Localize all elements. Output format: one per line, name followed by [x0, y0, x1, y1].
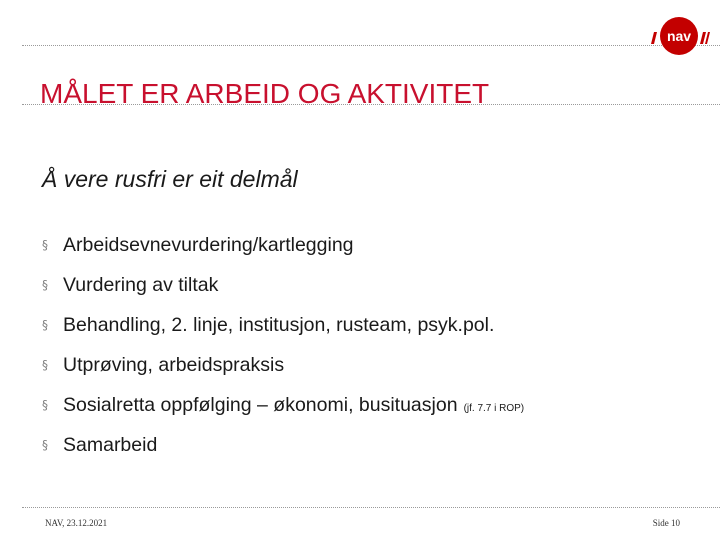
bullet-marker: §	[42, 278, 48, 292]
bullet-item	[42, 434, 524, 474]
bullet-item	[42, 394, 524, 434]
bullet-item	[42, 314, 524, 354]
bullet-marker: §	[42, 438, 48, 452]
nav-logo-icon	[648, 14, 710, 58]
bullet-marker: §	[42, 238, 48, 252]
bullet-marker: §	[42, 358, 48, 372]
bullet-list	[42, 234, 524, 474]
bullet-item	[42, 354, 524, 394]
bullet-text: Utprøving, arbeidspraksis	[63, 354, 285, 376]
slide-title: MÅLET ER ARBEID OG AKTIVITET	[40, 78, 490, 109]
bullet-item	[42, 274, 524, 314]
footer-divider	[22, 507, 720, 508]
top-divider	[22, 45, 720, 46]
footer-page-number: Side 10	[652, 518, 680, 528]
bullet-marker: §	[42, 398, 48, 412]
bullet-marker: §	[42, 318, 48, 332]
footer-date: NAV, 23.12.2021	[45, 518, 108, 528]
bullet-item	[42, 234, 524, 274]
bullet-text: Sosialretta oppfølging – økonomi, busituasjon	[63, 394, 458, 416]
bullet-text: Behandling, 2. linje, institusjon, rusteam, psyk.pol.	[63, 314, 495, 336]
bullet-reference-note: (jf. 7.7 i ROP)	[463, 403, 525, 414]
bullet-text: Samarbeid	[63, 434, 158, 456]
logo-text: nav	[666, 28, 692, 44]
bullet-text: Arbeidsevnevurdering/kartlegging	[63, 234, 354, 256]
title-divider	[22, 104, 720, 105]
bullet-text: Vurdering av tiltak	[63, 274, 219, 296]
slide-subtitle: Å vere rusfri er eit delmål	[42, 166, 298, 192]
